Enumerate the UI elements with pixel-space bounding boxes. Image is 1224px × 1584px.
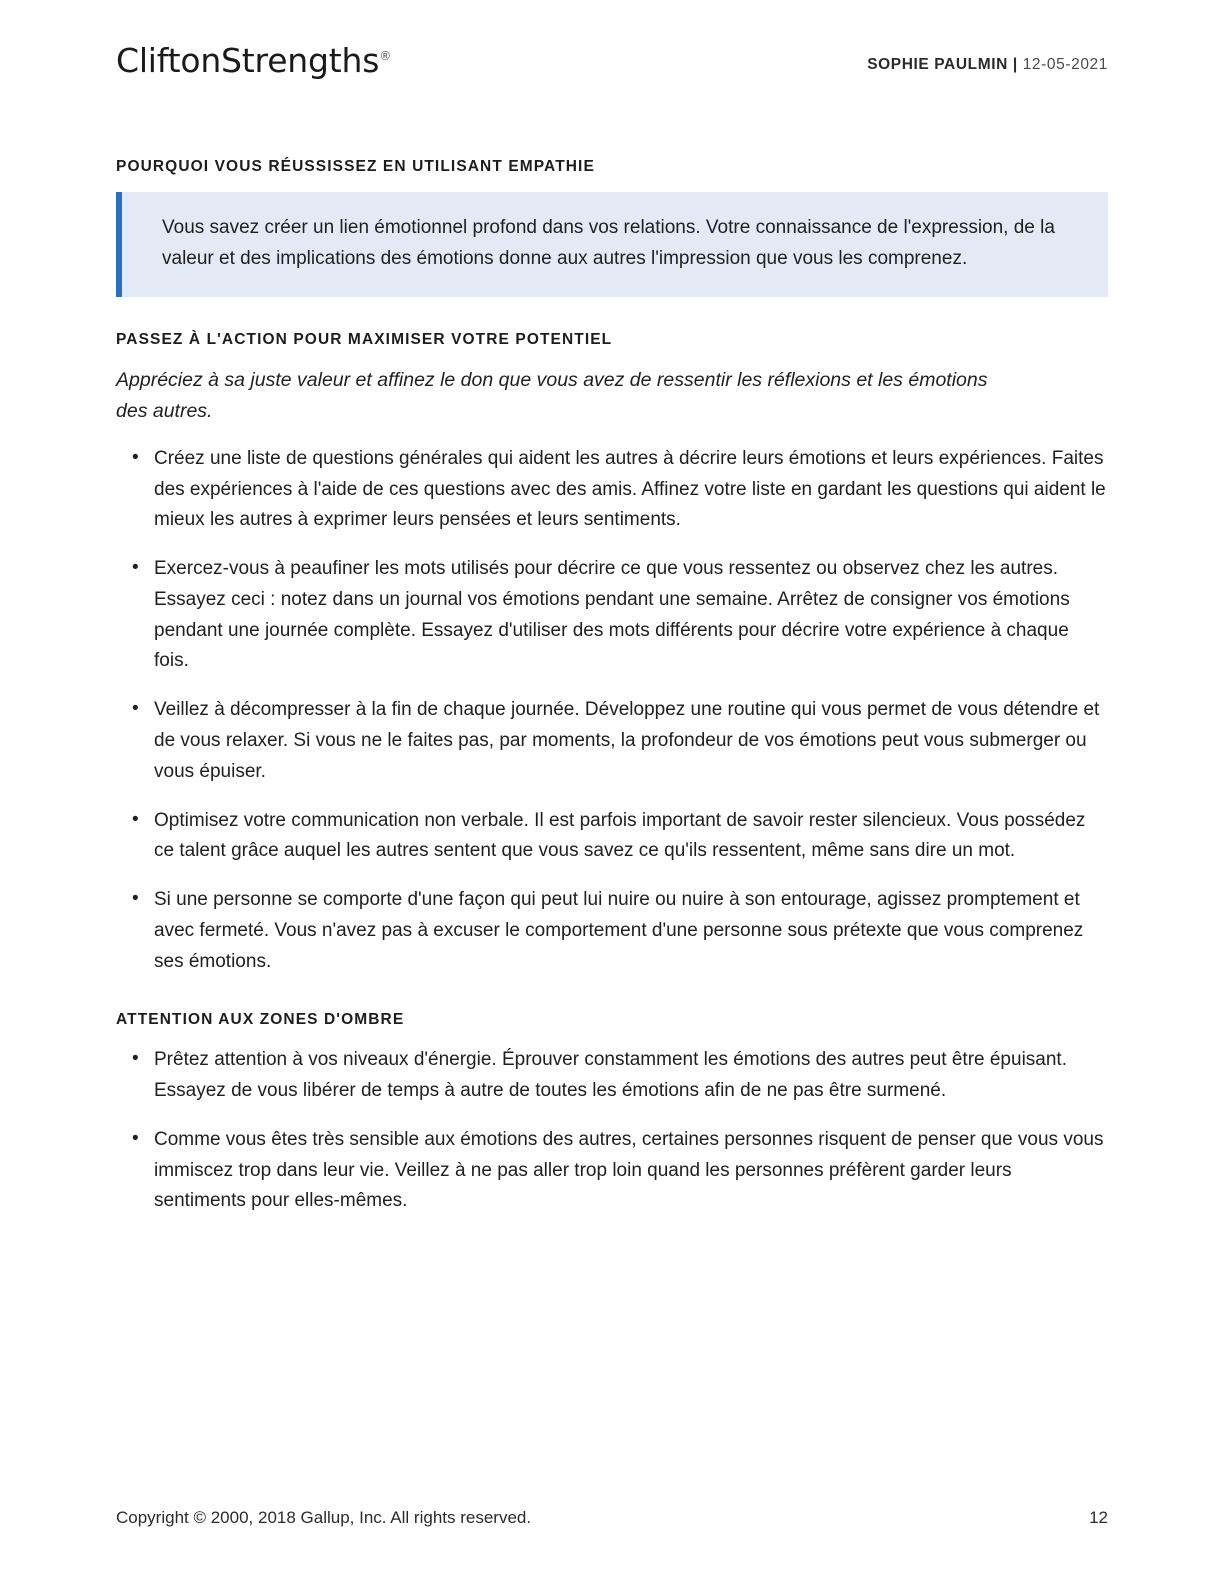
section-title-take-action: PASSEZ À L'ACTION POUR MAXIMISER VOTRE POTENTIEL bbox=[116, 330, 613, 348]
brand-name: CliftonStrengths bbox=[116, 41, 380, 80]
section-title-why-you-succeed: POURQUOI VOUS RÉUSSISSEZ EN UTILISANT EMPATHIE bbox=[116, 158, 595, 175]
callout-why-you-succeed bbox=[116, 192, 1108, 297]
page-header bbox=[116, 41, 1108, 96]
list-item: • Exercez-vous à peaufiner les mots utilisés pour décrire ce que vous ressentez ou observez chez les autres. Essayez ceci : notez dans un journal vos émotions pendant une semaine. Arrêtez de consigner vos émotions pendant une journée complète. Essayez d'utiliser des mots différents pour décrire votre expérience à chaque fois. bbox=[116, 554, 1108, 677]
page-content bbox=[116, 158, 1108, 1217]
page-footer bbox=[116, 1508, 1108, 1528]
blind-spots-list bbox=[116, 1045, 1108, 1217]
callout-text: Vous savez créer un lien émotionnel profond dans vos relations. Votre connaissance de l'expression, de la valeur et des implications des émotions donne aux autres l'impression que vous les comprenez. bbox=[162, 217, 1055, 270]
section-spacer bbox=[116, 977, 1108, 1011]
take-action-list bbox=[116, 444, 1108, 977]
list-item: • Prêtez attention à vos niveaux d'énergie. Éprouver constamment les émotions des autres peut être épuisant. Essayez de vous libérer de temps à autre de toutes les émotions afin de ne pas être surmené. bbox=[116, 1045, 1108, 1107]
list-item: • Si une personne se comporte d'une façon qui peut lui nuire ou nuire à son entourage, agissez promptement et avec fermeté. Vous n'avez pas à excuser le comportement d'une personne sous prétexte que vous comprenez ses émotions. bbox=[116, 885, 1108, 977]
list-item: • Optimisez votre communication non verbale. Il est parfois important de savoir rester silencieux. Vous possédez ce talent grâce auquel les autres sentent que vous savez ce qu'ils ressentent, même sans dire un mot. bbox=[116, 806, 1108, 868]
header-user-info bbox=[867, 44, 1108, 74]
copyright-text: Copyright © 2000, 2018 Gallup, Inc. All rights reserved. bbox=[116, 1508, 532, 1527]
section-title-blind-spots: ATTENTION AUX ZONES D'OMBRE bbox=[116, 1011, 405, 1029]
list-item: • Comme vous êtes très sensible aux émotions des autres, certaines personnes risquent de penser que vous vous immiscez trop dans leur vie. Veillez à ne pas aller trop loin quand les personnes préfèrent garder leurs sentiments pour elles-mêmes. bbox=[116, 1125, 1108, 1217]
list-item: • Veillez à décompresser à la fin de chaque journée. Développez une routine qui vous permet de vous détendre et de vous relaxer. Si vous ne le faites pas, par moments, la profondeur de vos émotions peut vous submerger ou vous épuiser. bbox=[116, 695, 1108, 787]
report-date: 12-05-2021 bbox=[1022, 56, 1108, 73]
header-separator: | bbox=[1012, 56, 1018, 73]
take-action-lead: Appréciez à sa juste valeur et affinez le don que vous avez de ressentir les réflexions et les émotions des autres. bbox=[116, 368, 988, 423]
page-number: 12 bbox=[1089, 1508, 1108, 1527]
user-name: SOPHIE PAULMIN bbox=[867, 56, 1008, 73]
registered-mark-icon: ® bbox=[379, 49, 392, 63]
cliftonstrengths-logo bbox=[116, 41, 392, 80]
list-item: • Créez une liste de questions générales qui aident les autres à décrire leurs émotions et leurs expériences. Faites des expériences à l'aide de ces questions avec des amis. Affinez votre liste en gardant les questions qui aident le mieux les autres à exprimer leurs pensées et leurs sentiments. bbox=[116, 444, 1108, 536]
